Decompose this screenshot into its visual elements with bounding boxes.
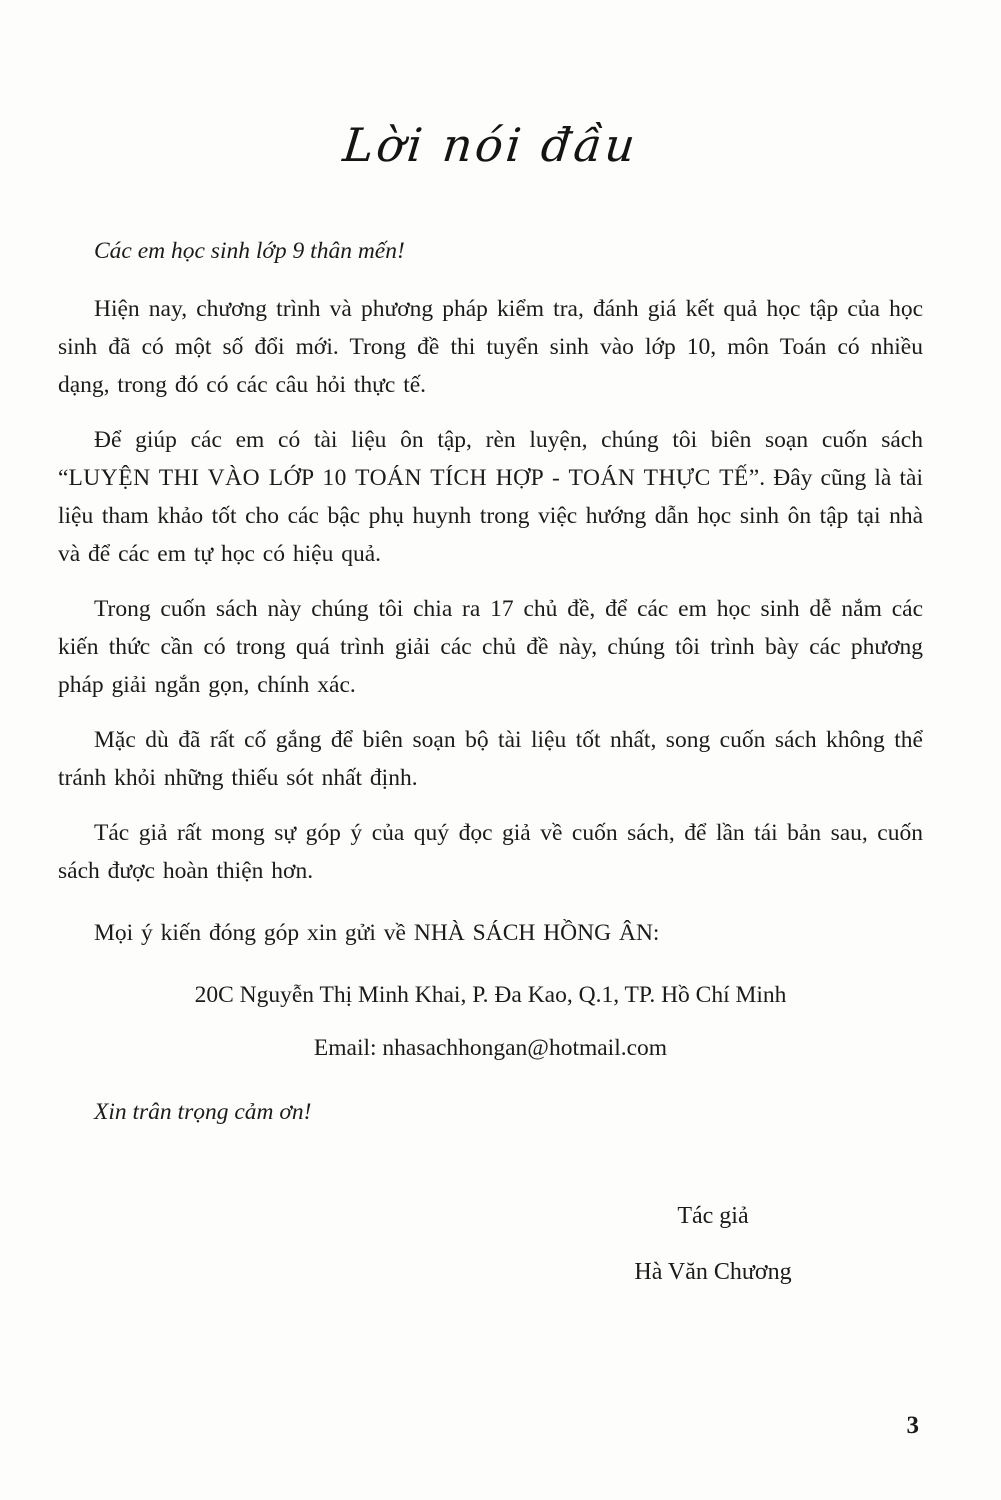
publisher-address: 20C Nguyễn Thị Minh Khai, P. Đa Kao, Q.1, TP. Hồ Chí Minh [194,982,787,1008]
paragraph-text-post: ”. Đây cũng là tài liệu tham khảo tốt cho các bậc phụ huynh trong việc hướng dẫn học sinh ôn tập tại nhà và để các em tự học có hiệu quả. [58,465,923,567]
greeting-line: Các em học sinh lớp 9 thân mến! [94,238,405,264]
paragraph-feedback: Tác giả rất mong sự góp ý của quý đọc giả về cuốn sách, để lần tái bản sau, cuốn sách được hoàn thiện hơn. [58,820,923,884]
paragraph-book-announce [58,421,923,573]
page-title: Lời nói đầu [340,118,641,172]
book-title-text: LUYỆN THI VÀO LỚP 10 TOÁN TÍCH HỢP - TOÁN THỰC TẾ [68,465,749,491]
paragraph-apology: Mặc dù đã rất cố gắng để biên soạn bộ tài liệu tốt nhất, song cuốn sách không thể tránh khỏi những thiếu sót nhất định. [58,727,923,791]
signature-block [588,1197,838,1291]
contact-intro-line: Mọi ý kiến đóng góp xin gửi về NHÀ SÁCH HỒNG ÂN: [94,920,660,946]
signature-name: Hà Văn Chương [634,1259,792,1285]
page-number: 3 [906,1412,919,1439]
paragraph-structure: Trong cuốn sách này chúng tôi chia ra 17 chủ đề, để các em học sinh dễ nắm các kiến thức cần có trong quá trình giải các chủ đề này, chúng tôi trình bày các phương pháp giải ngắn gọn, chính xác. [58,596,923,698]
publisher-email: Email: nhasachhongan@hotmail.com [313,1035,668,1061]
paragraph-text-pre: Để giúp các em có tài liệu ôn tập, rèn luyện, chúng tôi biên soạn cuốn sách “ [58,427,923,491]
closing-line: Xin trân trọng cảm ơn! [94,1099,312,1125]
signature-role: Tác giả [677,1203,749,1229]
paragraph-intro: Hiện nay, chương trình và phương pháp kiểm tra, đánh giá kết quả học tập của học sinh đã có một số đổi mới. Trong đề thi tuyển sinh vào lớp 10, môn Toán có nhiều dạng, trong đó có các câu hỏi thực tế. [58,296,923,398]
